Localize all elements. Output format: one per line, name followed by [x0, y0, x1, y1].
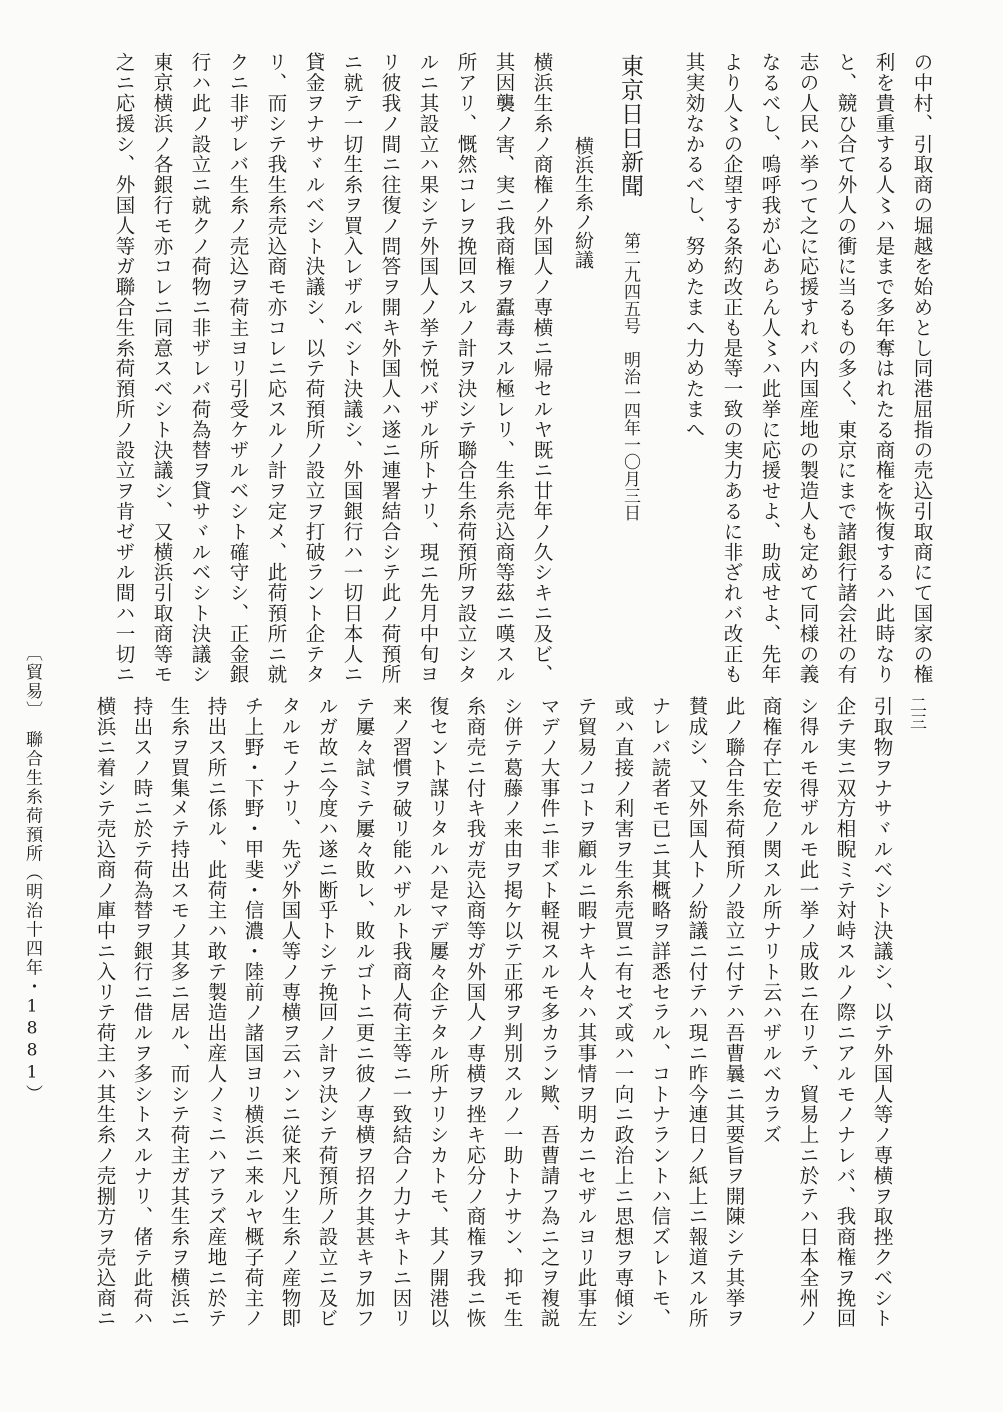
text-column: 横浜生糸ノ商権ノ外国人ノ専横ニ帰セルヤ既ニ廿年ノ久シキニ及ビ、 — [530, 52, 554, 685]
text-column: 復セント謀リタルハ是マデ屢々企テタル所ナリシカトモ、其ノ開港以 — [426, 696, 450, 1329]
text-column: 行ハ此ノ設立ニ就クノ荷物ニ非ザレバ荷為替ヲ貸サヾルベシト決議シ — [188, 52, 212, 685]
upper-section — [40, 52, 970, 685]
text-column: マデノ大事件ニ非ズト軽視スルモ多カラン歟、吾曹請フ為ニ之ヲ複説 — [537, 696, 561, 1329]
article-subtitle: 横浜生糸ノ紛議 — [572, 136, 594, 269]
text-column: 来ノ習慣ヲ破リ能ハザルト我商人荷主等ニ一致結合ノ力ナキトニ因リ — [389, 696, 413, 1329]
text-column: ニ就テ一切生糸ヲ買入レザルベシト決議シ、外国銀行ハ一切日本人ニ — [340, 52, 364, 685]
text-column: 商権存亡安危ノ関スル所ナリト云ハザルベカラズ — [759, 696, 783, 1145]
text-column: ルニ其設立ハ果シテ外国人ノ挙テ悦バザル所トナリ、現ニ先月中旬ヨ — [416, 52, 440, 685]
text-column: 此ノ聯合生糸荷預所ノ設立ニ付テハ吾曹曩ニ其要旨ヲ開陳シテ其挙ヲ — [722, 696, 746, 1329]
text-column: シ併テ葛藤ノ来由ヲ掲ケ以テ正邪ヲ判別スルノ一助トナサン、抑モ生 — [500, 696, 524, 1329]
text-column: 持出ス所ニ係ル、此荷主ハ敢テ製造出産人ノミニハアラズ産地ニ於テ — [204, 696, 228, 1329]
text-column: の中村、引取商の堀越を始めとし同港屈指の売込引取商にて国家の権 — [910, 52, 934, 685]
text-column: 志の人民ハ挙つて之に応援すれバ内国産地の製造人も定めて同様の義 — [796, 52, 820, 685]
text-column: 其因襲ノ害、実ニ我商権ヲ蠹毒スル極レリ、生糸売込商等茲ニ嘆スル — [492, 52, 516, 685]
newspaper-title: 東京日日新聞 — [617, 54, 643, 198]
text-column: より人〻の企望する条約改正も是等一致の実力あるに非ざれバ改正も — [720, 52, 744, 685]
text-column: 引取物ヲナサヾルベシト決議シ、以テ外国人等ノ専横ヲ取挫クベシト — [870, 696, 894, 1329]
issue-info: 第二九四五号 明治一四年一〇月三日 — [620, 232, 640, 521]
text-column: 生糸ヲ買集メテ持出スモノ其多ニ居ル、而シテ荷主ガ其生糸ヲ横浜ニ — [167, 696, 191, 1329]
text-column: なるべし、嗚呼我が心あらん人〻ハ此挙に応援せよ、助成せよ、先年 — [758, 52, 782, 685]
text-column: クニ非ザレバ生糸ノ売込ヲ荷主ヨリ引受ケザルベシト確守シ、正金銀 — [226, 52, 250, 685]
page-number: 二三 — [906, 696, 926, 730]
text-column: ナレバ読者モ已ニ其概略ヲ詳悉セラル、コトナラントハ信ズレトモ、 — [648, 696, 672, 1329]
text-column: リ彼我ノ間ニ往復ノ問答ヲ開キ外国人ハ遂ニ連署結合シテ此ノ荷預所 — [378, 52, 402, 685]
text-column: テ屢々試ミテ屢々敗レ、敗ルゴトニ更ニ彼ノ専横ヲ招ク其甚キヲ加フ — [352, 696, 376, 1329]
text-column: 貸金ヲナサヾルベシト決議シ、以テ荷預所ノ設立ヲ打破ラント企テタ — [302, 52, 326, 685]
text-column: と、競ひ合て外人の衝に当るもの多く、東京にまで諸銀行諸会社の有 — [834, 52, 858, 685]
lower-section — [60, 696, 900, 1376]
running-header: 〔貿易〕 聯合生糸荷預所（明治十四年・1881） — [22, 644, 42, 1104]
text-column: 持出スノ時ニ於テ荷為替ヲ銀行ニ借ルヲ多シトスルナリ、偖テ此荷ハ — [130, 696, 154, 1329]
text-column: タルモノナリ、先ヅ外国人等ノ専横ヲ云ハンニ従来凡ソ生糸ノ産物即 — [278, 696, 302, 1329]
text-column: シ得ルモ得ザルモ此一挙ノ成敗ニ在リテ、貿易上ニ於テハ日本全州ノ — [796, 696, 820, 1329]
text-column: テ貿易ノコトヲ顧ルニ暇ナキ人々ハ其事情ヲ明カニセザルヨリ此事左 — [574, 696, 598, 1329]
text-column: 横浜ニ着シテ売込商ノ庫中ニ入リテ荷主ハ其生糸ノ売捌方ヲ売込商ニ — [93, 696, 117, 1329]
text-column: 利を貴重する人〻ハ是まで多年奪はれたる商権を恢復するハ此時なり — [872, 52, 896, 685]
text-column: 東京横浜ノ各銀行モ亦コレニ同意スベシト決議シ、又横浜引取商等モ — [150, 52, 174, 685]
text-column: 賛成シ、又外国人トノ紛議ニ付テハ現ニ昨今連日ノ紙上ニ報道スル所 — [685, 696, 709, 1329]
text-column: チ上野・下野・甲斐・信濃・陸前ノ諸国ヨリ横浜ニ来ルヤ概子荷主ノ — [241, 696, 265, 1329]
text-column: 糸商売ニ付キ我ガ売込商等ガ外国人ノ専横ヲ挫キ応分ノ商権ヲ我ニ恢 — [463, 696, 487, 1329]
text-column: リ、而シテ我生糸売込商モ亦コレニ応スルノ計ヲ定メ、此荷預所ニ就 — [264, 52, 288, 685]
text-column: 企テ実ニ双方相睨ミテ対峙スルノ際ニアルモノナレバ、我商権ヲ挽回 — [833, 696, 857, 1329]
text-column: 之ニ応援シ、外国人等ガ聯合生糸荷預所ノ設立ヲ肯ゼザル間ハ一切ニ — [112, 52, 136, 685]
text-column: 或ハ直接ノ利害ヲ生糸売買ニ有セズ或ハ一向ニ政治上ニ思想ヲ専傾シ — [611, 696, 635, 1329]
text-column: ルガ故ニ今度ハ遂ニ断乎トシテ挽回ノ計ヲ決シテ荷預所ノ設立ニ及ビ — [315, 696, 339, 1329]
text-column: 其実効なかるべし、努めたまへ力めたまへ — [682, 52, 706, 440]
text-column: 所アリ、慨然コレヲ挽回スルノ計ヲ決シテ聯合生糸荷預所ヲ設立シタ — [454, 52, 478, 685]
